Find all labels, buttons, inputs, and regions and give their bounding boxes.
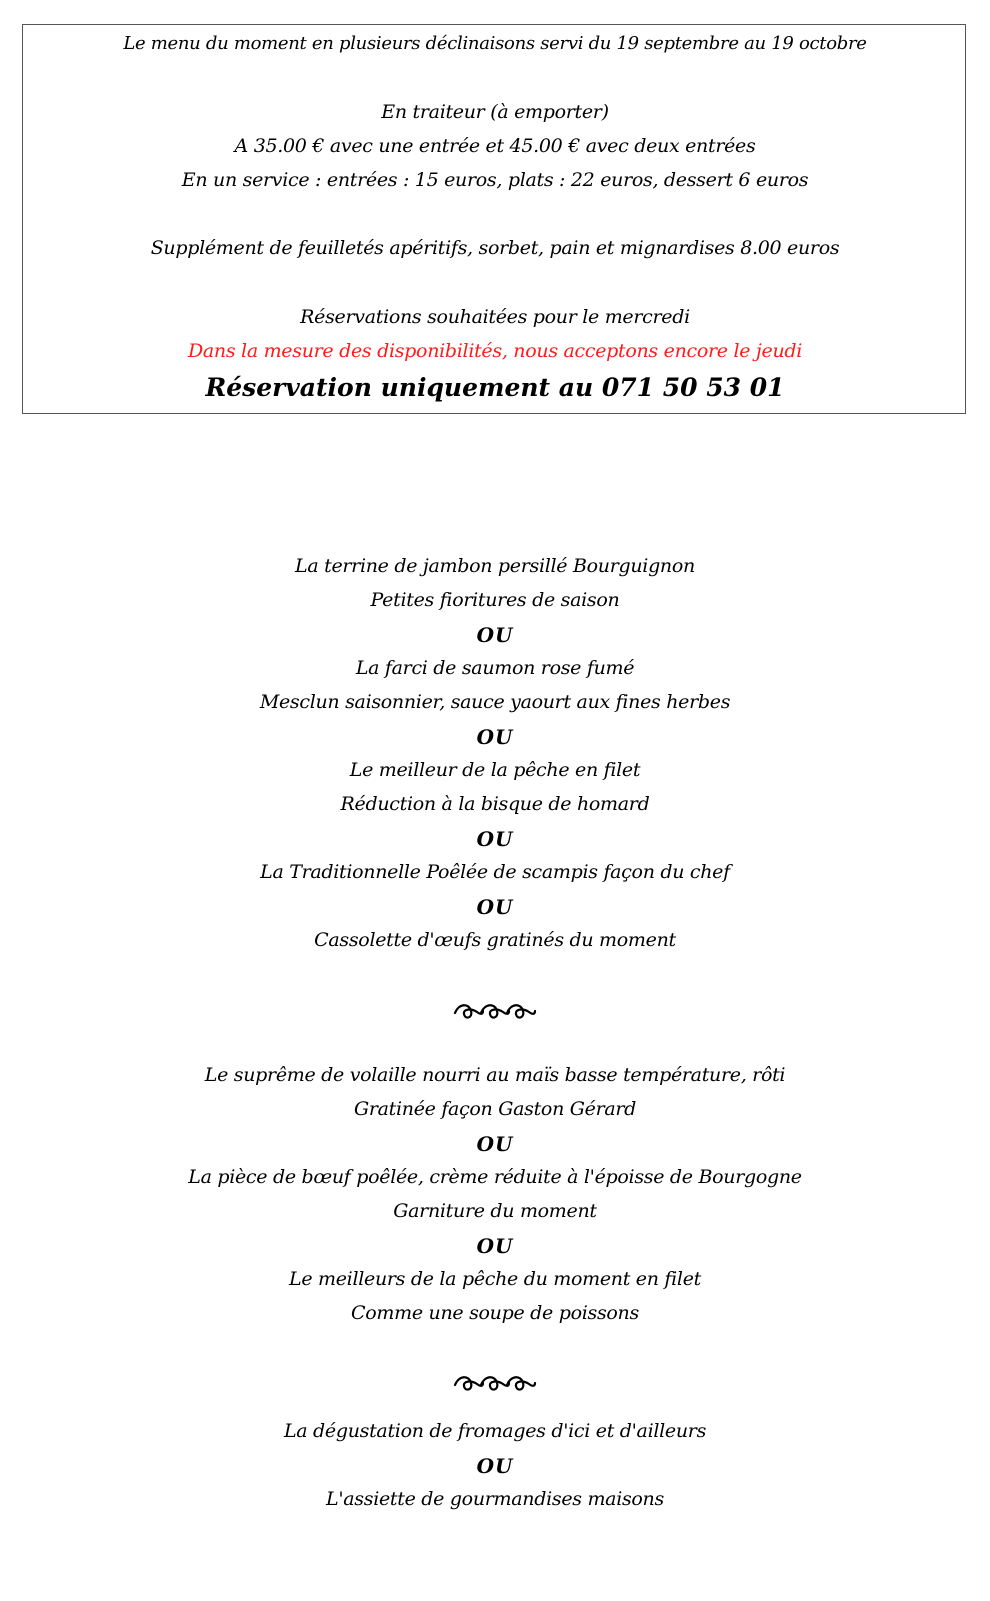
starter-dish-1: La terrine de jambon persillé Bourguignon: [295, 555, 695, 577]
reservation-phone: Réservation uniquement au 071 50 53 01: [205, 373, 785, 402]
or-separator: OU: [476, 1132, 514, 1156]
starter-dish-2: La farci de saumon rose fumé: [355, 657, 635, 679]
availability-note: Dans la mesure des disponibilités, nous acceptons encore le jeudi: [187, 340, 803, 362]
scroll-ornament-icon: [0, 1372, 990, 1398]
dessert-dish-2: L'assiette de gourmandises maisons: [326, 1488, 664, 1510]
main-dish-2-detail: Garniture du moment: [393, 1200, 597, 1222]
traiteur-label: En traiteur (à emporter): [381, 101, 609, 123]
or-separator: OU: [476, 895, 514, 919]
starter-dish-2-detail: Mesclun saisonnier, sauce yaourt aux fines herbes: [259, 691, 731, 713]
starter-dish-3: Le meilleur de la pêche en filet: [349, 759, 641, 781]
price-service: En un service : entrées : 15 euros, plats : 22 euros, dessert 6 euros: [181, 169, 809, 191]
or-separator: OU: [476, 827, 514, 851]
main-dish-3-detail: Comme une soupe de poissons: [351, 1302, 639, 1324]
starter-dish-5: Cassolette d'œufs gratinés du moment: [314, 929, 676, 951]
or-separator: OU: [476, 725, 514, 749]
scroll-ornament-icon: [0, 1000, 990, 1026]
main-dish-1: Le suprême de volaille nourri au maïs basse température, rôti: [204, 1064, 786, 1086]
supplement-note: Supplément de feuilletés apéritifs, sorbet, pain et mignardises 8.00 euros: [150, 237, 840, 259]
dessert-dish-1: La dégustation de fromages d'ici et d'ailleurs: [283, 1420, 707, 1442]
or-separator: OU: [476, 623, 514, 647]
main-dish-2: La pièce de bœuf poêlée, crème réduite à l'époisse de Bourgogne: [188, 1166, 802, 1188]
or-separator: OU: [476, 1234, 514, 1258]
info-box: [22, 24, 966, 414]
menu-intro: Le menu du moment en plusieurs déclinaisons servi du 19 septembre au 19 octobre: [123, 33, 867, 54]
price-formula: A 35.00 € avec une entrée et 45.00 € avec deux entrées: [234, 135, 756, 157]
main-dish-3: Le meilleurs de la pêche du moment en filet: [289, 1268, 701, 1290]
starter-dish-1-detail: Petites fioritures de saison: [370, 589, 620, 611]
or-separator: OU: [476, 1454, 514, 1478]
reservation-day: Réservations souhaitées pour le mercredi: [300, 306, 690, 328]
main-dish-1-detail: Gratinée façon Gaston Gérard: [353, 1098, 637, 1120]
starter-dish-4: La Traditionnelle Poêlée de scampis façon du chef: [260, 861, 730, 883]
starter-dish-3-detail: Réduction à la bisque de homard: [340, 793, 650, 815]
